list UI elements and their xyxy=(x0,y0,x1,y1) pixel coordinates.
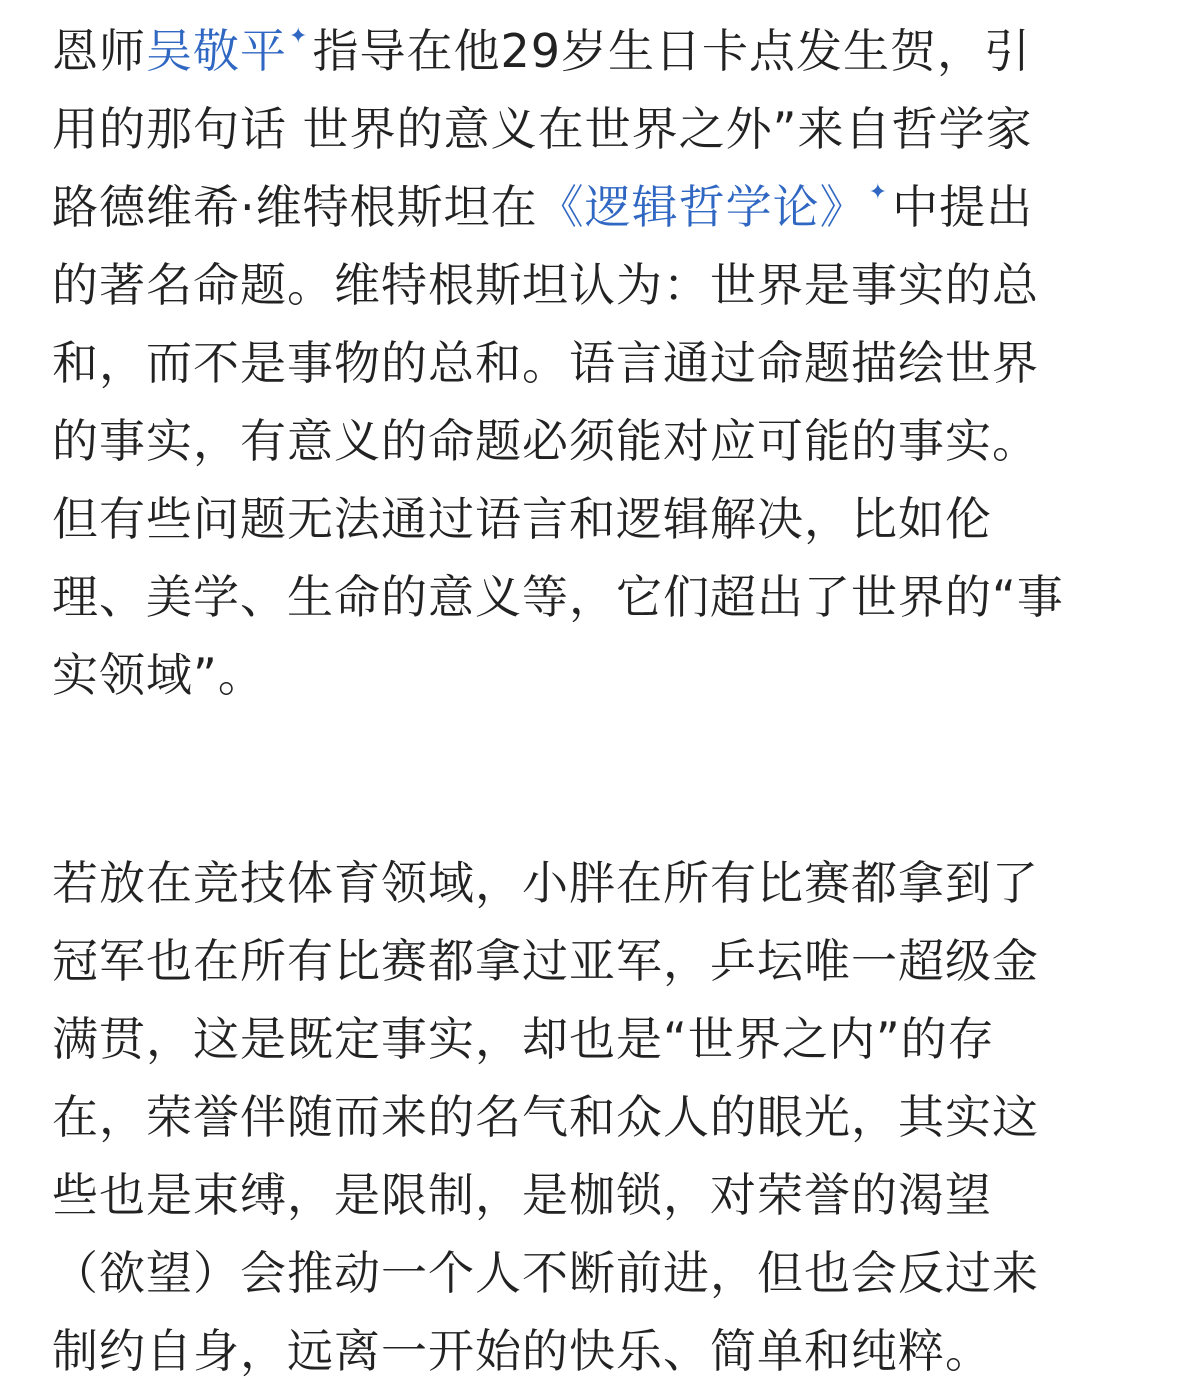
book-link[interactable]: 《逻辑哲学论》 xyxy=(537,180,867,234)
line-text: 指导在他29岁生日卡点发生贺，引 xyxy=(312,24,1031,78)
paragraph-line xyxy=(52,12,1152,90)
paragraph-line: 在，荣誉伴随而来的名气和众人的眼光，其实这 xyxy=(52,1090,1039,1144)
paragraph-line: 冠军也在所有比赛都拿过亚军，乒坛唯一超级金 xyxy=(52,934,1039,988)
paragraph-line: 但有些问题无法通过语言和逻辑解决，比如伦 xyxy=(52,492,992,546)
paragraph-1 xyxy=(52,12,1152,714)
paragraph-line: （欲望）会推动一个人不断前进，但也会反过来 xyxy=(52,1246,1039,1300)
paragraph-2 xyxy=(52,844,1152,1390)
paragraph-spacer xyxy=(52,714,1152,844)
line-text: 路德维希·维特根斯坦在 xyxy=(52,180,538,234)
paragraph-line: 的事实，有意义的命题必须能对应可能的事实。 xyxy=(52,414,1039,468)
paragraph-line: 若放在竞技体育领域，小胖在所有比赛都拿到了 xyxy=(52,856,1039,910)
paragraph-line: 满贯，这是既定事实，却也是“世界之内”的存 xyxy=(52,1012,995,1066)
article-body xyxy=(52,12,1152,1390)
paragraph-line: 用的那句话 世界的意义在世界之外”来自哲学家 xyxy=(52,102,1033,156)
paragraph-line: 些也是束缚，是限制，是枷锁，对荣誉的渴望 xyxy=(52,1168,992,1222)
paragraph-line: 理、美学、生命的意义等，它们超出了世界的“事 xyxy=(52,570,1064,624)
paragraph-line: 和，而不是事物的总和。语言通过命题描绘世界 xyxy=(52,336,1039,390)
sparkle-icon: ✦ xyxy=(868,180,889,205)
line-text: 恩师 xyxy=(52,24,146,78)
line-text: 中提出 xyxy=(892,180,1034,234)
paragraph-line: 实领域”。 xyxy=(52,648,265,702)
paragraph-line: 的著名命题。维特根斯坦认为：世界是事实的总 xyxy=(52,258,1039,312)
paragraph-line xyxy=(52,168,1152,246)
paragraph-line: 制约自身，远离一开始的快乐、简单和纯粹。 xyxy=(52,1324,992,1378)
person-link[interactable]: 吴敬平 xyxy=(146,24,287,78)
sparkle-icon: ✦ xyxy=(289,24,309,49)
